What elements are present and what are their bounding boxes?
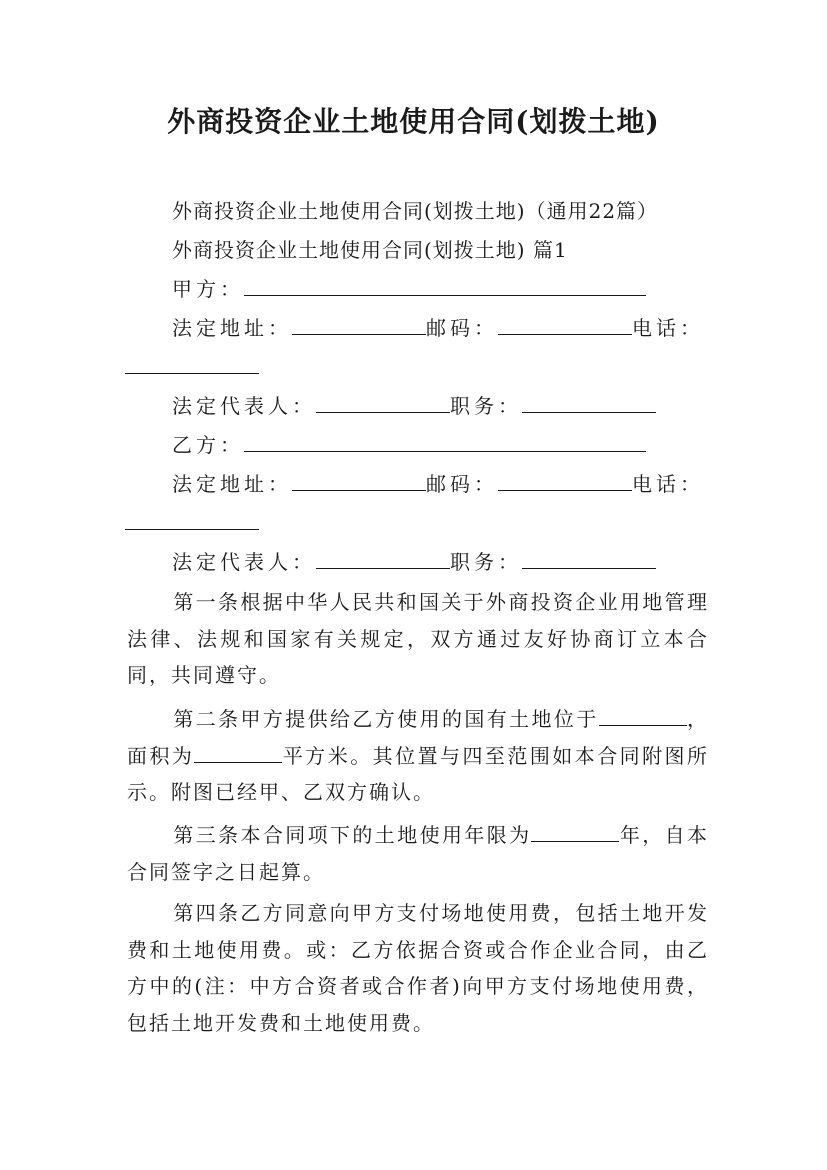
party-a-address-label: 法定地址：	[172, 316, 292, 340]
article-2	[127, 701, 709, 811]
article-2-text-2: ，面积为	[127, 707, 710, 768]
party-a-label: 甲方：	[172, 277, 244, 301]
party-a-address-blank	[292, 316, 426, 335]
party-b-address-label: 法定地址：	[172, 472, 292, 496]
party-a-postcode-label: 邮码：	[426, 316, 498, 340]
party-a-address-line	[172, 315, 704, 341]
article-3-text-2: 年，自本合同签字之日起算。	[127, 823, 710, 884]
party-a-position-blank	[522, 394, 656, 413]
party-b-line	[172, 432, 646, 458]
party-b-rep-line	[172, 549, 656, 575]
article-3	[127, 817, 709, 890]
party-b-postcode-label: 邮码：	[426, 472, 498, 496]
article-3-text-1: 第三条本合同项下的土地使用年限为	[173, 823, 532, 847]
article-2-text-1: 第二条甲方提供给乙方使用的国有土地位于	[173, 707, 599, 731]
party-b-address-blank	[292, 472, 426, 491]
party-b-phone-line	[125, 510, 259, 536]
article-3-years-blank	[531, 823, 619, 842]
article-1	[127, 584, 709, 694]
party-a-rep-line	[172, 393, 656, 419]
party-b-address-line	[172, 471, 704, 497]
section-heading: 外商投资企业土地使用合同(划拨土地) 篇1	[172, 238, 568, 262]
party-a-phone-line	[125, 354, 259, 380]
party-b-postcode-blank	[498, 472, 632, 491]
party-a-phone-label: 电话：	[632, 316, 704, 340]
party-a-rep-blank	[316, 394, 450, 413]
party-a-position-label: 职务：	[450, 394, 522, 418]
party-b-position-blank	[522, 550, 656, 569]
party-b-rep-label: 法定代表人：	[172, 550, 316, 574]
party-b-label: 乙方：	[172, 433, 244, 457]
article-2-text-3: 平方米。其位置与四至范围如本合同附图所示。附图已经甲、乙双方确认。	[127, 743, 710, 804]
party-b-position-label: 职务：	[450, 550, 522, 574]
party-b-phone-label: 电话：	[632, 472, 704, 496]
party-a-line	[172, 276, 646, 302]
article-2-area-blank	[194, 744, 282, 763]
article-2-location-blank	[599, 707, 687, 726]
party-b-rep-blank	[316, 550, 450, 569]
party-a-phone-blank	[125, 355, 259, 374]
article-4-text: 第四条乙方同意向甲方支付场地使用费，包括土地开发费和土地使用费。或：乙方依据合资或合作企业合同，由乙方中的(注：中方合资者或合作者)向甲方支付场地使用费，包括土地开发费和土地使用费。	[127, 901, 709, 1035]
party-b-phone-blank	[125, 511, 259, 530]
article-1-text: 第一条根据中华人民共和国关于外商投资企业用地管理法律、法规和国家有关规定，双方通过友好协商订立本合同，共同遵守。	[127, 590, 709, 687]
party-a-postcode-blank	[498, 316, 632, 335]
party-a-blank	[244, 277, 646, 296]
document-title: 外商投资企业土地使用合同(划拨土地)	[167, 105, 660, 138]
document-subtitle: 外商投资企业土地使用合同(划拨土地)（通用22篇）	[172, 199, 659, 223]
article-4	[127, 895, 709, 1041]
party-b-blank	[244, 433, 646, 452]
party-a-rep-label: 法定代表人：	[172, 394, 316, 418]
